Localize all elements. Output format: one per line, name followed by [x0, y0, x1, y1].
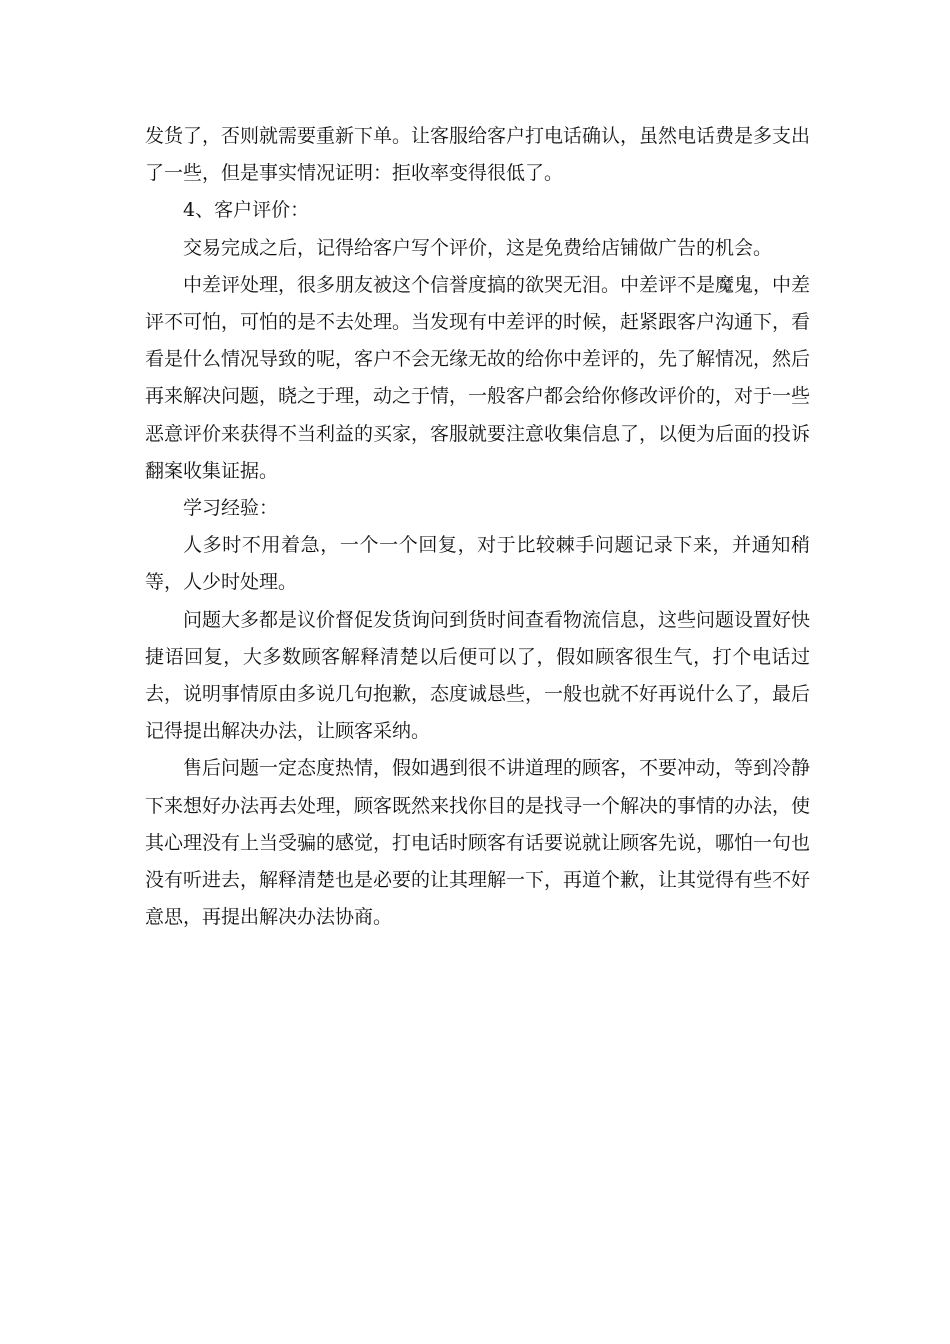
- document-body: [145, 118, 810, 936]
- paragraph-busy-time-handling: 人多时不用着急，一个一个回复，对于比较棘手问题记录下来，并通知稍等，人少时处理。: [145, 534, 810, 594]
- paragraph-after-sales: 售后问题一定态度热情，假如遇到很不讲道理的顾客，不要冲动，等到冷静下来想好办法再去处理，顾客既然来找你目的是找寻一个解决的事情的办法，使其心理没有上当受骗的感觉，打电话时顾客有话要说就让顾客先说，哪怕一句也没有听进去，解释清楚也是必要的让其理解一下，再道个歉，让其觉得有些不好意思，再提出解决办法协商。: [145, 757, 811, 929]
- paragraph-continuation: 发货了，否则就需要重新下单。让客服给客户打电话确认，虽然电话费是多支出了一些，但是事实情况证明：拒收率变得很低了。: [145, 125, 811, 185]
- section-heading-learning-experience: 学习经验：: [183, 497, 279, 520]
- paragraph-negative-review-handling: 中差评处理，很多朋友被这个信誉度搞的欲哭无泪。中差评不是魔鬼，中差评不可怕，可怕的是不去处理。当发现有中差评的时候，赶紧跟客户沟通下，看看是什么情况导致的呢，客户不会无缘无故的给你中差评的，先了解情况，然后再来解决问题，晓之于理，动之于情，一般客户都会给你修改评价的，对于一些恶意评价来获得不当利益的买家，客服就要注意收集信息了，以便为后面的投诉翻案收集证据。: [145, 273, 811, 482]
- section-heading-customer-review: 4、客户评价：: [183, 199, 310, 222]
- paragraph-common-questions: 问题大多都是议价督促发货询问到货时间查看物流信息，这些问题设置好快捷语回复，大多数顾客解释清楚以后便可以了，假如顾客很生气，打个电话过去，说明事情原由多说几句抱歉，态度诚恳些，一般也就不好再说什么了，最后记得提出解决办法，让顾客采纳。: [145, 608, 811, 743]
- paragraph-review-after-transaction: 交易完成之后，记得给客户写个评价，这是免费给店铺做广告的机会。: [183, 236, 773, 259]
